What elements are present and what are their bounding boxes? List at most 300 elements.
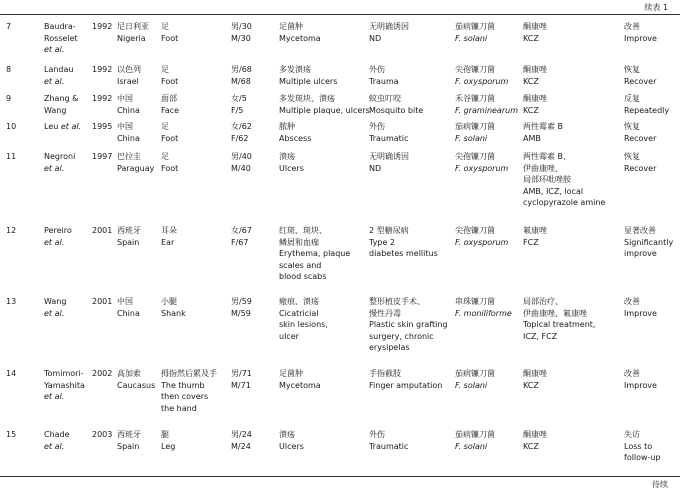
predisposing-factor-text: 手指截肢 <box>369 369 401 378</box>
case-number-text: 8 <box>6 65 12 74</box>
clinical-presentation-text: Erythema, plaque <box>279 249 351 259</box>
clinical-presentation-cell <box>279 93 370 116</box>
treatment-text: KCZ <box>523 33 539 43</box>
lesion-site-text: Leg <box>161 441 176 451</box>
author-text-part: et al. <box>44 441 65 451</box>
lesion-site-text: Foot <box>161 133 179 143</box>
outcome-cell <box>624 64 678 87</box>
pathogen-text <box>455 237 525 249</box>
predisposing-factor-cell <box>369 151 457 174</box>
predisposing-factor-text: 无明确诱因 <box>369 152 409 161</box>
author-text <box>44 296 90 308</box>
author-cell <box>44 296 90 319</box>
sex-age-text: 男/30 <box>231 22 252 31</box>
pathogen-text-part: F. solani <box>455 133 488 143</box>
treatment-text: KCZ <box>523 380 539 390</box>
outcome-text: 失访 <box>624 430 640 439</box>
case-number-cell <box>6 225 30 237</box>
clinical-presentation-text: 溃疡 <box>279 430 295 439</box>
outcome-text: Loss to <box>624 441 653 451</box>
treatment-cell <box>523 368 615 391</box>
sex-age-text: 女/67 <box>231 226 252 235</box>
country-text: 西班牙 <box>117 226 141 235</box>
lesion-site-text: 足 <box>161 22 169 31</box>
sex-age-cell <box>231 64 275 87</box>
outcome-cell <box>624 121 678 144</box>
clinical-presentation-text: Multiple plaque, ulcers <box>279 105 370 115</box>
treatment-text: 酮康唑 <box>523 65 547 74</box>
lesion-site-text: Face <box>161 105 180 115</box>
sex-age-text: 男/24 <box>231 430 252 439</box>
pathogen-text-part: F. solani <box>455 380 488 390</box>
year-cell <box>92 225 116 237</box>
treatment-text: 局部治疗、 <box>523 297 563 306</box>
pathogen-cell <box>455 151 525 174</box>
author-text-part: Leu <box>44 122 61 131</box>
clinical-presentation-text: Mycetoma <box>279 380 321 390</box>
lesion-site-text: 小腿 <box>161 297 177 306</box>
author-cell <box>44 151 90 174</box>
pathogen-cell <box>455 64 525 87</box>
author-text <box>44 33 90 45</box>
country-text: Caucasus <box>117 380 156 390</box>
predisposing-factor-text: Traumatic <box>369 441 409 451</box>
country-text: 高加索 <box>117 369 141 378</box>
treatment-text: 酮康唑 <box>523 22 547 31</box>
predisposing-factor-cell <box>369 225 457 260</box>
author-text-part: Baudra- <box>44 22 76 31</box>
predisposing-factor-cell <box>369 429 457 452</box>
author-text-tail: et al. <box>60 122 82 131</box>
sex-age-text: M/24 <box>231 441 251 451</box>
clinical-presentation-text: 鳞屑和血痂 <box>279 237 319 247</box>
clinical-presentation-cell <box>279 368 365 391</box>
predisposing-factor-cell <box>369 296 457 354</box>
country-text: 巴拉圭 <box>117 152 141 161</box>
author-text-part: et al. <box>44 76 65 86</box>
lesion-site-text: 耳朵 <box>161 226 177 235</box>
clinical-presentation-text: 多发溃疡 <box>279 65 311 74</box>
treatment-text: KCZ <box>523 105 539 115</box>
pathogen-text-part: 尖孢镰刀菌 <box>455 226 495 235</box>
clinical-presentation-text: 足菌肿 <box>279 22 303 31</box>
author-text <box>44 391 90 403</box>
year-text: 2003 <box>92 430 113 439</box>
lesion-site-text: Foot <box>161 163 179 173</box>
case-number-text: 7 <box>6 22 12 31</box>
pathogen-text-part: F. oxysporum <box>455 76 509 86</box>
author-text <box>44 64 90 76</box>
author-text <box>44 105 90 117</box>
clinical-presentation-cell <box>279 225 365 283</box>
table-to-be-continued-label: 待续 <box>652 480 668 489</box>
sex-age-text: F/5 <box>231 105 244 115</box>
predisposing-factor-text: Trauma <box>369 76 399 86</box>
sex-age-cell <box>231 21 275 44</box>
clinical-presentation-cell <box>279 121 365 144</box>
sex-age-text: M/68 <box>231 76 251 86</box>
outcome-text: 恢复 <box>624 152 640 161</box>
predisposing-factor-text: ND <box>369 33 382 43</box>
sex-age-cell <box>231 93 275 116</box>
predisposing-factor-cell <box>369 121 457 144</box>
outcome-text: Recover <box>624 133 657 143</box>
pathogen-cell <box>455 93 525 116</box>
pathogen-text-part: 茄病镰刀菌 <box>455 122 495 131</box>
pathogen-cell <box>455 368 525 391</box>
sex-age-cell <box>231 429 275 452</box>
author-text <box>44 151 90 163</box>
treatment-cell <box>523 296 615 342</box>
pathogen-text-part: 茄病镰刀菌 <box>455 22 495 31</box>
author-text <box>44 163 90 175</box>
pathogen-text-part: F. solani <box>455 441 488 451</box>
year-text: 2002 <box>92 369 113 378</box>
pathogen-text <box>455 441 525 453</box>
author-text-part: Chade <box>44 430 70 439</box>
sex-age-cell <box>231 368 275 391</box>
pathogen-text <box>455 151 525 163</box>
treatment-cell <box>523 429 615 452</box>
treatment-cell <box>523 64 615 87</box>
outcome-cell <box>624 151 678 174</box>
year-cell <box>92 121 116 133</box>
author-cell <box>44 21 90 56</box>
outcome-text: 恢复 <box>624 122 640 131</box>
case-number-cell <box>6 21 30 33</box>
sex-age-cell <box>231 296 275 319</box>
clinical-presentation-text: Ulcers <box>279 163 304 173</box>
pathogen-text-part: F. graminearum <box>455 105 518 115</box>
sex-age-text: 男/71 <box>231 369 252 378</box>
treatment-text: 伊曲康唑、 <box>523 163 563 173</box>
author-text-part: Tomimori- <box>44 369 84 378</box>
predisposing-factor-text: 外伤 <box>369 122 385 131</box>
pathogen-text <box>455 296 525 308</box>
lesion-site-text: 拇指然后累及手 <box>161 369 217 378</box>
country-text: 中国 <box>117 94 133 103</box>
lesion-site-text: Ear <box>161 237 175 247</box>
case-number-text: 13 <box>6 297 17 306</box>
author-text <box>44 21 90 33</box>
pathogen-text <box>455 93 525 105</box>
author-text-part: Yamashita <box>44 380 85 390</box>
treatment-cell <box>523 93 615 116</box>
sex-age-text: 男/40 <box>231 152 252 161</box>
treatment-text: 酮康唑 <box>523 430 547 439</box>
outcome-cell <box>624 429 678 464</box>
outcome-text: 改善 <box>624 369 640 378</box>
treatment-text: 氟康唑 <box>523 226 547 235</box>
clinical-presentation-cell <box>279 151 365 174</box>
clinical-presentation-text: Abscess <box>279 133 312 143</box>
author-text-part: Landau <box>44 65 74 74</box>
lesion-site-text: 足 <box>161 65 169 74</box>
treatment-text: 酮康唑 <box>523 369 547 378</box>
pathogen-cell <box>455 21 525 44</box>
author-text-part: Negroni <box>44 152 76 161</box>
outcome-text: Improve <box>624 308 657 318</box>
outcome-text: improve <box>624 249 657 259</box>
country-text: China <box>117 133 140 143</box>
case-number-cell <box>6 64 30 76</box>
case-number-text: 9 <box>6 94 12 103</box>
lesion-site-text: the hand <box>161 403 197 413</box>
treatment-cell <box>523 151 615 209</box>
predisposing-factor-text: 外伤 <box>369 65 385 74</box>
pathogen-text <box>455 163 525 175</box>
table-continuation-label: 续表 1 <box>644 3 668 12</box>
lesion-site-text: 足 <box>161 122 169 131</box>
sex-age-text: M/40 <box>231 163 251 173</box>
case-number-cell <box>6 121 30 133</box>
author-text <box>44 308 90 320</box>
treatment-text: 酮康唑 <box>523 94 547 103</box>
author-text-part: Rosselet <box>44 33 78 43</box>
predisposing-factor-cell <box>369 64 457 87</box>
outcome-cell <box>624 296 678 319</box>
clinical-presentation-text: 多发斑块、溃疡 <box>279 94 335 103</box>
country-text: Israel <box>117 76 139 86</box>
country-text: China <box>117 105 140 115</box>
year-cell <box>92 151 116 163</box>
pathogen-text <box>455 380 525 392</box>
clinical-presentation-text: Cicatricial <box>279 308 319 318</box>
pathogen-text-part: 禾谷镰刀菌 <box>455 94 495 103</box>
pathogen-cell <box>455 429 525 452</box>
clinical-presentation-text: scales and <box>279 260 322 270</box>
table-bottom-rule <box>0 476 680 477</box>
clinical-presentation-text: 红斑、斑块、 <box>279 226 327 235</box>
clinical-presentation-text: 足菌肿 <box>279 369 303 378</box>
outcome-text: 反复 <box>624 94 640 103</box>
year-cell <box>92 93 116 105</box>
lesion-site-text: Foot <box>161 33 179 43</box>
clinical-presentation-cell <box>279 21 365 44</box>
outcome-text: Improve <box>624 380 657 390</box>
outcome-text: 改善 <box>624 297 640 306</box>
predisposing-factor-text: Plastic skin grafting <box>369 320 448 330</box>
author-text <box>44 76 90 88</box>
predisposing-factor-text: diabetes mellitus <box>369 249 438 259</box>
author-text-part: Wang <box>44 105 67 115</box>
predisposing-factor-text: erysipelas <box>369 343 410 353</box>
pathogen-text <box>455 308 525 320</box>
author-text-part: et al. <box>44 163 65 173</box>
clinical-presentation-text: 溃疡 <box>279 152 295 161</box>
sex-age-text: 男/59 <box>231 297 252 306</box>
treatment-cell <box>523 121 615 144</box>
clinical-presentation-text: Ulcers <box>279 441 304 451</box>
pathogen-text <box>455 105 525 117</box>
case-number-text: 10 <box>6 122 17 131</box>
outcome-text: Significantly <box>624 237 674 247</box>
treatment-text: AMB, ICZ, local <box>523 186 584 196</box>
pathogen-text <box>455 76 525 88</box>
year-text: 1992 <box>92 65 113 74</box>
country-text: 中国 <box>117 122 133 131</box>
predisposing-factor-text: Finger amputation <box>369 380 443 390</box>
predisposing-factor-text: 外伤 <box>369 430 385 439</box>
pathogen-text-part: 茄病镰刀菌 <box>455 430 495 439</box>
outcome-cell <box>624 21 678 44</box>
author-cell <box>44 429 90 452</box>
clinical-presentation-cell <box>279 64 365 87</box>
author-text <box>44 380 90 392</box>
pathogen-text <box>455 64 525 76</box>
treatment-text: 局部环吡唑胺 <box>523 175 571 185</box>
country-text: China <box>117 308 140 318</box>
treatment-text: cyclopyrazole amine <box>523 198 606 208</box>
clinical-presentation-text: blood scabs <box>279 272 327 282</box>
clinical-presentation-text: 瘢痕、溃疡 <box>279 297 319 306</box>
clinical-presentation-text: Multiple ulcers <box>279 76 338 86</box>
year-cell <box>92 21 116 33</box>
sex-age-text: 女/5 <box>231 94 247 103</box>
lesion-site-text: 腿 <box>161 430 169 439</box>
author-cell <box>44 93 90 116</box>
author-text-part: Wang <box>44 297 67 306</box>
country-text: Nigeria <box>117 33 146 43</box>
pathogen-text-part: 尖孢镰刀菌 <box>455 152 495 161</box>
treatment-text: 两性霉素 B、 <box>523 152 572 161</box>
case-number-cell <box>6 151 30 163</box>
sex-age-text: 女/62 <box>231 122 252 131</box>
country-text: Spain <box>117 237 140 247</box>
treatment-cell <box>523 21 615 44</box>
pathogen-text-part: F. oxysporum <box>455 237 509 247</box>
treatment-text: KCZ <box>523 441 539 451</box>
pathogen-cell <box>455 296 525 319</box>
country-text: 中国 <box>117 297 133 306</box>
case-number-cell <box>6 296 30 308</box>
author-text-part: Pereiro <box>44 226 72 235</box>
pathogen-text <box>455 121 525 133</box>
lesion-site-text: The thumb <box>161 380 205 390</box>
lesion-site-text: Shank <box>161 308 186 318</box>
predisposing-factor-text: Type 2 <box>369 237 396 247</box>
country-text: 尼日利亚 <box>117 22 149 31</box>
pathogen-text-part: 茄病镰刀菌 <box>455 369 495 378</box>
outcome-text: Recover <box>624 76 657 86</box>
author-text <box>44 121 90 133</box>
outcome-text: Recover <box>624 163 657 173</box>
predisposing-factor-text: 慢性丹毒 <box>369 308 401 318</box>
predisposing-factor-text: ND <box>369 163 382 173</box>
predisposing-factor-cell <box>369 21 457 44</box>
treatment-text: AMB <box>523 133 541 143</box>
sex-age-text: M/30 <box>231 33 251 43</box>
year-cell <box>92 368 116 380</box>
outcome-text: Repeatedly <box>624 105 670 115</box>
lesion-site-text: then covers <box>161 392 209 402</box>
pathogen-text <box>455 21 525 33</box>
year-cell <box>92 429 116 441</box>
author-cell <box>44 368 90 403</box>
outcome-text: 显著改善 <box>624 226 656 235</box>
predisposing-factor-text: surgery, chronic <box>369 331 434 341</box>
clinical-presentation-cell <box>279 429 365 452</box>
year-text: 1997 <box>92 152 113 161</box>
pathogen-text-part: F. moniliforme <box>455 308 512 318</box>
outcome-cell <box>624 225 678 260</box>
treatment-cell <box>523 225 615 248</box>
case-number-cell <box>6 93 30 105</box>
country-text: 以色列 <box>117 65 141 74</box>
country-text: Paraguay <box>117 163 155 173</box>
lesion-site-text: 面部 <box>161 94 177 103</box>
author-cell <box>44 225 90 248</box>
author-text-part: et al. <box>44 392 65 402</box>
author-text <box>44 237 90 249</box>
pathogen-text-part: F. solani <box>455 33 488 43</box>
treatment-text: KCZ <box>523 76 539 86</box>
pathogen-text <box>455 225 525 237</box>
author-text-part: Zhang & <box>44 94 79 103</box>
pathogen-cell <box>455 121 525 144</box>
author-text-part: et al. <box>44 237 65 247</box>
lesion-site-text: 足 <box>161 152 169 161</box>
pathogen-text-part: F. oxysporum <box>455 163 509 173</box>
pathogen-text <box>455 33 525 45</box>
predisposing-factor-cell <box>369 368 457 391</box>
treatment-text: 伊曲康唑、氟康唑 <box>523 308 587 318</box>
clinical-presentation-text: 脓肿 <box>279 122 295 131</box>
year-cell <box>92 64 116 76</box>
case-number-text: 15 <box>6 430 17 439</box>
outcome-text: 恢复 <box>624 65 640 74</box>
predisposing-factor-text: Mosquito bite <box>369 105 424 115</box>
outcome-text: follow-up <box>624 453 661 463</box>
sex-age-text: M/59 <box>231 308 251 318</box>
case-number-text: 11 <box>6 152 17 161</box>
clinical-presentation-text: ulcer <box>279 331 299 341</box>
pathogen-text <box>455 429 525 441</box>
country-text: Spain <box>117 441 140 451</box>
clinical-presentation-cell <box>279 296 365 342</box>
predisposing-factor-text: 无明确诱因 <box>369 22 409 31</box>
sex-age-cell <box>231 151 275 174</box>
year-text: 1992 <box>92 94 113 103</box>
pathogen-text <box>455 133 525 145</box>
outcome-text: 改善 <box>624 22 640 31</box>
year-cell <box>92 296 116 308</box>
pathogen-text-part: 尖孢镰刀菌 <box>455 65 495 74</box>
author-text <box>44 93 90 105</box>
author-text <box>44 429 90 441</box>
pathogen-cell <box>455 225 525 248</box>
case-number-text: 14 <box>6 369 17 378</box>
outcome-text: Improve <box>624 33 657 43</box>
year-text: 1992 <box>92 22 113 31</box>
lesion-site-text: Foot <box>161 76 179 86</box>
treatment-text: 两性霉素 B <box>523 122 564 131</box>
year-text: 1995 <box>92 122 113 131</box>
author-cell <box>44 121 90 133</box>
predisposing-factor-text: 2 型糖尿病 <box>369 226 409 235</box>
clinical-presentation-text: Mycetoma <box>279 33 321 43</box>
author-text-part: et al. <box>44 308 65 318</box>
predisposing-factor-text: Traumatic <box>369 133 409 143</box>
author-text-part: et al. <box>44 45 65 55</box>
case-number-text: 12 <box>6 226 17 235</box>
sex-age-text: F/67 <box>231 237 249 247</box>
pathogen-text-part: 串珠镰刀菌 <box>455 297 495 306</box>
predisposing-factor-cell <box>369 93 457 116</box>
sex-age-text: M/71 <box>231 380 251 390</box>
treatment-text: Topical treatment, <box>523 320 596 330</box>
sex-age-cell <box>231 121 275 144</box>
